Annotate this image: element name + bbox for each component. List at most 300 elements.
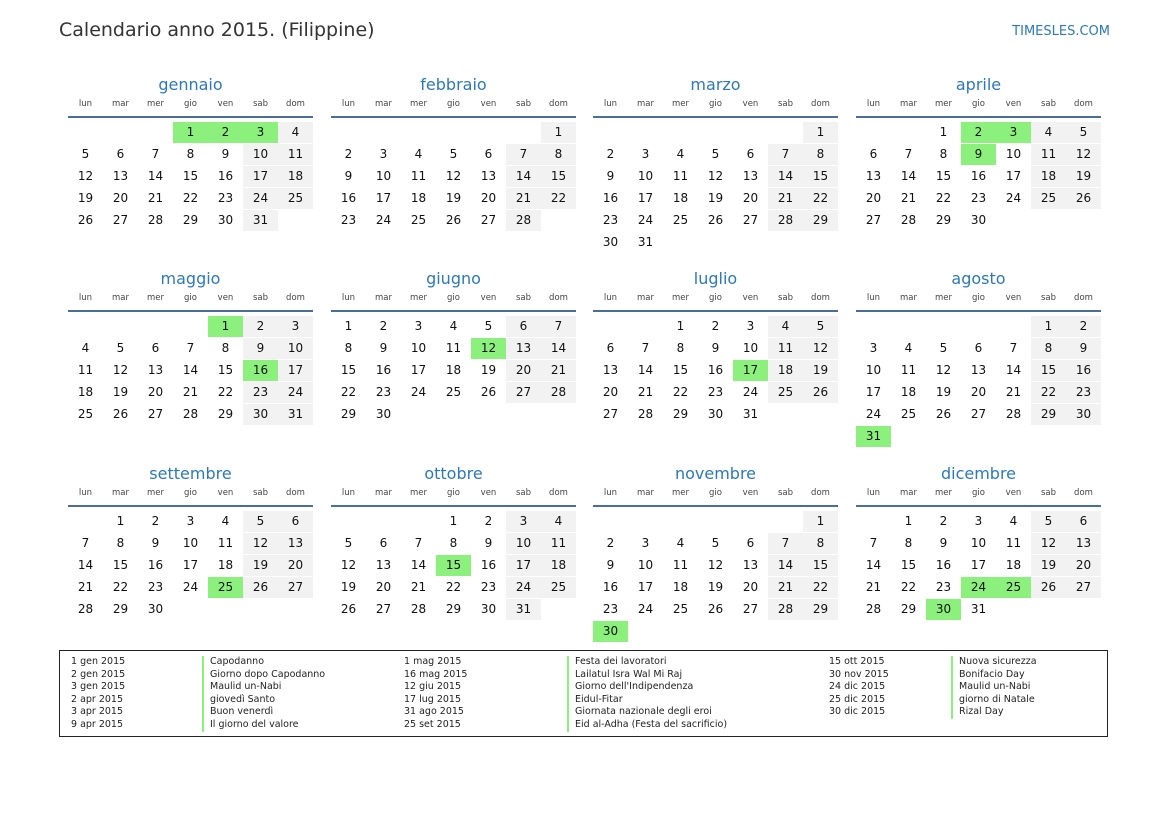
day-cell: 20 (865, 191, 882, 205)
day-cell: 15 (112, 558, 129, 572)
weekday-label: mer (671, 488, 689, 498)
week-row (856, 555, 1101, 577)
day-cell: 11 (445, 341, 462, 355)
day-cell: 7 (414, 536, 423, 550)
weekday-label: mer (934, 99, 952, 109)
day-cell: 27 (865, 213, 882, 227)
week-row (68, 511, 313, 533)
day-cell: 1 (449, 514, 458, 528)
holiday-names-column-1 (202, 656, 325, 732)
holidays-legend (59, 650, 1108, 737)
day-cell: 26 (803, 382, 838, 403)
day-cell: 8 (803, 144, 838, 165)
day-cell: 3 (278, 316, 313, 337)
day-cell: 16 (340, 191, 357, 205)
weekday-label: sab (252, 293, 269, 303)
weekday-label: mer (934, 488, 952, 498)
weekday-label: gio (447, 293, 460, 303)
day-cell: 19 (112, 385, 129, 399)
day-cell: 23 (243, 382, 278, 403)
day-cell: 22 (541, 188, 576, 209)
day-cell: 26 (77, 213, 94, 227)
holiday-date: 1 mag 2015 (404, 656, 462, 667)
month-title: luglio (693, 269, 738, 288)
day-cell: 3 (414, 319, 423, 333)
holiday-day-cell: 2 (961, 122, 996, 143)
day-cell: 24 (410, 385, 427, 399)
day-cell: 16 (1066, 360, 1101, 381)
day-cell: 27 (970, 407, 987, 421)
day-cell: 20 (147, 385, 164, 399)
day-cell: 24 (375, 213, 392, 227)
week-row (593, 360, 838, 382)
day-cell: 7 (151, 147, 160, 161)
week-row (68, 210, 313, 232)
weekday-header (593, 290, 838, 306)
weekday-label: mar (375, 293, 392, 303)
empty-cell (278, 599, 313, 620)
day-cell: 3 (186, 514, 195, 528)
day-cell: 14 (1005, 363, 1022, 377)
week-row (856, 360, 1101, 382)
week-row (593, 210, 838, 232)
empty-cell (541, 599, 576, 620)
day-cell: 15 (217, 363, 234, 377)
weekday-label: ven (742, 488, 759, 498)
holiday-name: Eidul-Fitar (567, 694, 727, 707)
day-cell: 17 (970, 558, 987, 572)
day-cell: 7 (641, 341, 650, 355)
weekday-label: ven (480, 293, 497, 303)
day-cell: 31 (243, 210, 278, 231)
day-cell: 21 (1005, 385, 1022, 399)
weekday-label: lun (603, 99, 618, 109)
day-cell: 18 (672, 580, 689, 594)
weekday-label: sab (777, 293, 794, 303)
day-cell: 29 (445, 602, 462, 616)
empty-cell (996, 426, 1031, 447)
week-row (856, 188, 1101, 210)
weekday-label: lun (341, 488, 356, 498)
day-cell: 9 (606, 558, 615, 572)
day-cell: 8 (676, 341, 685, 355)
weekday-header (68, 485, 313, 501)
day-cell: 12 (1031, 533, 1066, 554)
weekday-label: ven (217, 488, 234, 498)
weekday-header (331, 290, 576, 306)
day-cell: 4 (449, 319, 458, 333)
day-cell: 13 (742, 558, 759, 572)
day-cell: 28 (506, 210, 541, 231)
day-cell: 20 (112, 191, 129, 205)
day-cell: 26 (707, 602, 724, 616)
holiday-name: Rizal Day (951, 706, 1037, 719)
weekday-header (856, 290, 1101, 306)
header-rule (856, 116, 1101, 118)
day-cell: 7 (904, 147, 913, 161)
day-cell: 21 (768, 188, 803, 209)
weekday-label: mar (112, 293, 129, 303)
day-cell: 6 (746, 147, 755, 161)
weekday-header (593, 485, 838, 501)
weekday-label: lun (603, 293, 618, 303)
empty-cell (593, 122, 628, 143)
day-cell: 8 (449, 536, 458, 550)
day-cell: 5 (344, 536, 353, 550)
weekday-label: mer (409, 99, 427, 109)
day-cell: 27 (112, 213, 129, 227)
day-cell: 19 (707, 580, 724, 594)
empty-cell (1031, 599, 1066, 620)
holiday-date: 30 dic 2015 (829, 706, 886, 718)
day-cell: 7 (81, 536, 90, 550)
day-cell: 26 (445, 213, 462, 227)
holiday-day-cell: 16 (243, 360, 278, 381)
weekday-label: sab (1040, 488, 1057, 498)
holiday-date: 25 dic 2015 (829, 693, 886, 705)
week-row (331, 188, 576, 210)
day-cell: 13 (970, 363, 987, 377)
week-row (856, 122, 1101, 144)
day-cell: 6 (606, 341, 615, 355)
holiday-date: 1 gen 2015 (71, 656, 126, 667)
weekday-label: lun (78, 488, 93, 498)
week-row (856, 404, 1101, 426)
day-cell: 23 (602, 602, 619, 616)
week-row (856, 599, 1101, 621)
day-cell: 30 (217, 213, 234, 227)
day-cell: 1 (116, 514, 125, 528)
holiday-name: giovedì Santo (202, 694, 325, 707)
day-cell: 18 (768, 360, 803, 381)
week-row (331, 338, 576, 360)
day-cell: 19 (707, 191, 724, 205)
empty-cell (891, 122, 926, 143)
day-cell: 28 (147, 213, 164, 227)
day-cell: 1 (803, 511, 838, 532)
empty-cell (628, 316, 663, 337)
day-cell: 15 (672, 363, 689, 377)
week-row (68, 144, 313, 166)
day-cell: 31 (278, 404, 313, 425)
day-cell: 25 (672, 602, 689, 616)
empty-cell (173, 316, 208, 337)
day-cell: 6 (506, 316, 541, 337)
day-cell: 15 (182, 169, 199, 183)
weekday-label: lun (603, 488, 618, 498)
day-cell: 2 (243, 316, 278, 337)
day-cell: 18 (1005, 558, 1022, 572)
month-marzo (593, 74, 838, 254)
day-cell: 20 (375, 580, 392, 594)
day-cell: 11 (768, 338, 803, 359)
day-cell: 25 (900, 407, 917, 421)
header-rule (68, 116, 313, 118)
day-cell: 16 (217, 169, 234, 183)
day-cell: 27 (602, 407, 619, 421)
week-row (593, 382, 838, 404)
weekday-label: mer (146, 99, 164, 109)
day-cell: 23 (340, 213, 357, 227)
week-row (68, 122, 313, 144)
week-row (331, 533, 576, 555)
holiday-date: 3 apr 2015 (71, 706, 124, 718)
day-cell: 18 (1031, 166, 1066, 187)
weekday-header (331, 485, 576, 501)
week-row (68, 599, 313, 621)
weekday-label: mer (146, 293, 164, 303)
day-cell: 8 (1031, 338, 1066, 359)
day-cell: 26 (340, 602, 357, 616)
week-row (68, 404, 313, 426)
empty-cell (366, 511, 401, 532)
day-cell: 30 (970, 213, 987, 227)
day-cell: 22 (803, 188, 838, 209)
day-cell: 29 (340, 407, 357, 421)
day-cell: 25 (278, 188, 313, 209)
day-cell: 2 (344, 147, 353, 161)
day-cell: 4 (1031, 122, 1066, 143)
weekday-label: mar (112, 99, 129, 109)
day-cell: 8 (939, 147, 948, 161)
weekday-label: lun (866, 99, 881, 109)
day-cell: 4 (1009, 514, 1018, 528)
day-cell: 1 (939, 125, 948, 139)
day-cell: 5 (939, 341, 948, 355)
week-row (331, 122, 576, 144)
weekday-label: gio (709, 293, 722, 303)
month-febbraio (331, 74, 576, 232)
empty-cell (243, 599, 278, 620)
day-cell: 2 (606, 536, 615, 550)
day-cell: 30 (480, 602, 497, 616)
weekday-label: lun (78, 293, 93, 303)
holiday-date: 15 ott 2015 (829, 656, 885, 667)
day-cell: 3 (379, 147, 388, 161)
day-cell: 9 (151, 536, 160, 550)
empty-cell (926, 316, 961, 337)
weekday-label: dom (549, 488, 568, 498)
day-cell: 15 (935, 169, 952, 183)
day-cell: 1 (904, 514, 913, 528)
day-cell: 17 (243, 166, 278, 187)
week-row (331, 404, 576, 426)
empty-cell (1066, 426, 1101, 447)
weekday-label: dom (811, 293, 830, 303)
day-cell: 30 (1066, 404, 1101, 425)
week-row (593, 577, 838, 599)
day-cell: 20 (742, 580, 759, 594)
day-cell: 11 (672, 558, 689, 572)
weekday-label: sab (252, 99, 269, 109)
weekday-header (856, 96, 1101, 112)
day-cell: 27 (278, 577, 313, 598)
day-cell: 15 (340, 363, 357, 377)
day-cell: 17 (375, 191, 392, 205)
week-row (331, 210, 576, 232)
day-cell: 17 (637, 191, 654, 205)
day-cell: 17 (182, 558, 199, 572)
holiday-name: giorno di Natale (951, 694, 1037, 707)
holiday-day-cell: 9 (961, 144, 996, 165)
day-cell: 9 (606, 169, 615, 183)
empty-cell (436, 122, 471, 143)
day-cell: 23 (970, 191, 987, 205)
day-cell: 12 (935, 363, 952, 377)
day-cell: 3 (641, 147, 650, 161)
empty-cell (891, 316, 926, 337)
day-cell: 7 (768, 144, 803, 165)
week-row (331, 599, 576, 621)
holiday-date: 2 gen 2015 (71, 668, 126, 680)
day-cell: 17 (865, 385, 882, 399)
day-cell: 12 (77, 169, 94, 183)
day-cell: 14 (147, 169, 164, 183)
day-cell: 28 (77, 602, 94, 616)
day-cell: 7 (768, 533, 803, 554)
holiday-date: 2 apr 2015 (71, 693, 124, 705)
day-cell: 13 (506, 338, 541, 359)
weekday-label: mer (671, 293, 689, 303)
header-rule (593, 505, 838, 507)
day-cell: 8 (803, 533, 838, 554)
holiday-name: Buon venerdì (202, 706, 325, 719)
weekday-label: dom (286, 488, 305, 498)
day-cell: 23 (480, 580, 497, 594)
weekday-label: gio (447, 99, 460, 109)
holiday-day-cell: 31 (856, 426, 891, 447)
day-cell: 9 (939, 536, 948, 550)
holiday-dates-column-3 (829, 656, 889, 719)
day-cell: 6 (869, 147, 878, 161)
holiday-day-cell: 12 (471, 338, 506, 359)
day-cell: 10 (742, 341, 759, 355)
day-cell: 4 (414, 147, 423, 161)
day-cell: 11 (410, 169, 427, 183)
day-cell: 26 (935, 407, 952, 421)
weekday-label: dom (1074, 488, 1093, 498)
weekday-label: sab (777, 99, 794, 109)
day-cell: 1 (541, 122, 576, 143)
holiday-day-cell: 30 (593, 621, 628, 642)
weekday-label: lun (78, 99, 93, 109)
site-link[interactable]: TIMESLES.COM (1012, 24, 1110, 39)
week-row (68, 360, 313, 382)
holiday-date: 3 gen 2015 (71, 681, 126, 693)
day-cell: 12 (445, 169, 462, 183)
holiday-day-cell: 3 (996, 122, 1031, 143)
day-cell: 28 (768, 210, 803, 231)
day-cell: 14 (900, 169, 917, 183)
day-cell: 10 (970, 536, 987, 550)
day-cell: 6 (974, 341, 983, 355)
empty-cell (768, 621, 803, 642)
weekday-label: mer (934, 293, 952, 303)
day-cell: 16 (707, 363, 724, 377)
day-cell: 24 (182, 580, 199, 594)
holiday-day-cell: 30 (926, 599, 961, 620)
week-row (68, 316, 313, 338)
weekday-label: gio (184, 488, 197, 498)
day-cell: 18 (77, 385, 94, 399)
weekday-label: sab (1040, 293, 1057, 303)
day-cell: 29 (803, 210, 838, 231)
day-cell: 6 (116, 147, 125, 161)
day-cell: 25 (672, 213, 689, 227)
weekday-label: lun (866, 488, 881, 498)
day-cell: 21 (182, 385, 199, 399)
day-cell: 5 (711, 147, 720, 161)
day-cell: 6 (379, 536, 388, 550)
day-cell: 27 (147, 407, 164, 421)
day-cell: 11 (77, 363, 94, 377)
day-cell: 2 (1066, 316, 1101, 337)
empty-cell (733, 511, 768, 532)
day-cell: 5 (449, 147, 458, 161)
day-cell: 29 (1031, 404, 1066, 425)
weekday-header (331, 96, 576, 112)
day-cell: 27 (742, 602, 759, 616)
day-cell: 12 (707, 169, 724, 183)
empty-cell (1066, 210, 1101, 231)
week-row (331, 316, 576, 338)
day-cell: 28 (768, 599, 803, 620)
day-cell: 12 (1066, 144, 1101, 165)
empty-cell (803, 232, 838, 253)
header-rule (68, 505, 313, 507)
day-cell: 10 (865, 363, 882, 377)
weekday-label: ven (1005, 99, 1022, 109)
day-cell: 30 (147, 602, 164, 616)
day-cell: 11 (217, 536, 234, 550)
week-row (593, 533, 838, 555)
day-cell: 27 (1066, 577, 1101, 598)
empty-cell (698, 232, 733, 253)
empty-cell (138, 316, 173, 337)
holiday-name: Maulid un-Nabi (202, 681, 325, 694)
header-rule (856, 505, 1101, 507)
weekday-header (593, 96, 838, 112)
weekday-label: gio (184, 99, 197, 109)
empty-cell (628, 122, 663, 143)
day-cell: 11 (1005, 536, 1022, 550)
day-cell: 21 (506, 188, 541, 209)
week-row (593, 404, 838, 426)
day-cell: 5 (711, 536, 720, 550)
day-cell: 1 (1031, 316, 1066, 337)
day-cell: 27 (506, 382, 541, 403)
empty-cell (698, 621, 733, 642)
day-cell: 9 (711, 341, 720, 355)
day-cell: 6 (1066, 511, 1101, 532)
week-row (593, 338, 838, 360)
day-cell: 15 (1031, 360, 1066, 381)
week-row (68, 533, 313, 555)
empty-cell (698, 511, 733, 532)
day-cell: 24 (637, 602, 654, 616)
holiday-name: Nuova sicurezza (951, 656, 1037, 669)
weekday-label: sab (515, 488, 532, 498)
day-cell: 20 (742, 191, 759, 205)
day-cell: 29 (803, 599, 838, 620)
weekday-label: gio (447, 488, 460, 498)
weekday-label: mar (637, 99, 654, 109)
day-cell: 19 (803, 360, 838, 381)
empty-cell (278, 210, 313, 231)
holiday-date: 12 giu 2015 (404, 681, 461, 693)
day-cell: 13 (602, 363, 619, 377)
weekday-label: dom (1074, 293, 1093, 303)
